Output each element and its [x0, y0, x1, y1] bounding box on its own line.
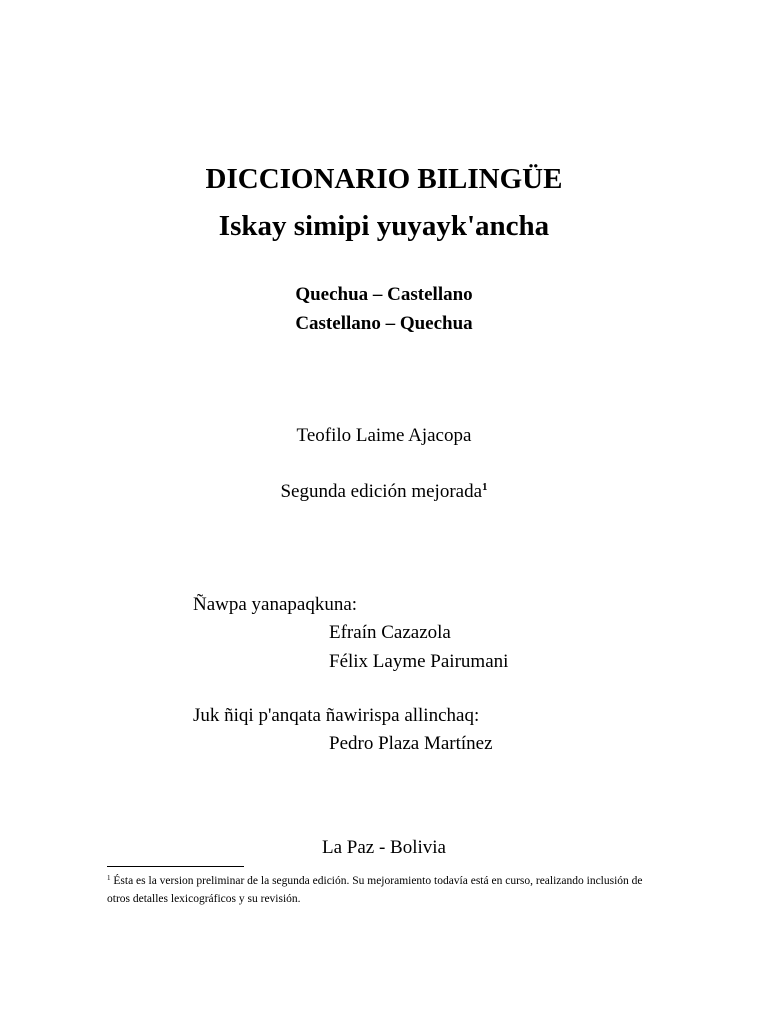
collaborator-name: Efraín Cazazola	[329, 622, 451, 643]
footnote-mark: 1	[107, 874, 111, 882]
author-name: Teofilo Laime Ajacopa	[296, 425, 472, 446]
collaborator-name: Félix Layme Pairumani	[329, 651, 509, 672]
title-main: DICCIONARIO BILINGÜE	[205, 163, 563, 195]
footnote	[107, 872, 647, 908]
footnote-divider	[107, 866, 244, 867]
publication-place: La Paz - Bolivia	[322, 837, 446, 858]
edition-footnote-mark: 1	[482, 481, 488, 493]
revision-label: Juk ñiqi p'anqata ñawirispa allinchaq:	[193, 705, 480, 726]
collaborators-label: Ñawpa yanapaqkuna:	[193, 594, 358, 615]
edition-line	[0, 481, 768, 503]
edition-text: Segunda edición mejorada	[280, 481, 483, 502]
title-subtitle: Iskay simipi yuyayk'ancha	[218, 210, 550, 242]
reviser-name: Pedro Plaza Martínez	[329, 733, 493, 754]
language-pair-quechua-castellano: Quechua – Castellano	[295, 284, 473, 305]
language-pair-castellano-quechua: Castellano – Quechua	[295, 313, 473, 334]
footnote-text: Ésta es la version preliminar de la segunda edición. Su mejoramiento todavía está en curso, realizando inclusión de otros detalles lexicográficos y su revisión.	[107, 875, 643, 905]
